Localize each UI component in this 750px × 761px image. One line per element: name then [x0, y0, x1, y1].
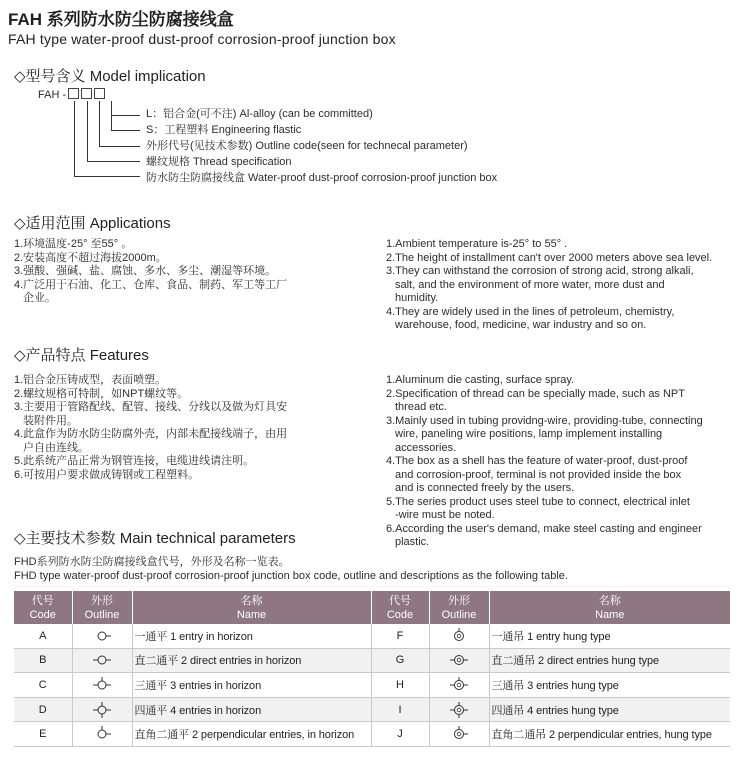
feat-en-6b: plastic.: [395, 536, 430, 548]
outline-cell: [429, 697, 489, 722]
outline-4-entries-hung-icon: [448, 701, 470, 719]
feat-en-3b: wire, paneling wire positions, lamp implement installing: [395, 428, 663, 440]
feat-cn-4: 4.此盒作为防水防尘防腐外壳，内部未配接线端子，由用: [14, 428, 288, 440]
app-cn-1: 1.环境温度-25° 至55° 。: [14, 238, 133, 250]
model-item-s: S：工程塑料 Engineering flastic: [146, 124, 302, 136]
header-outline-1: [72, 591, 132, 624]
table-row: [14, 673, 730, 698]
code-cell: I: [371, 697, 429, 722]
tree-line-5h: [111, 130, 140, 131]
header-outline-cn: 外形: [448, 594, 470, 607]
header-name-cn: 名称: [240, 594, 263, 607]
feat-en-2b: thread etc.: [395, 401, 447, 413]
outline-cell: [429, 648, 489, 673]
page-subtitle: FAH type water-proof dust-proof corrosion-proof junction box: [8, 31, 396, 47]
params-desc-cn: FHD系列防水防尘防腐接线盒代号，外形及名称一览表。: [14, 556, 290, 568]
name-cell: 直角二通吊 2 perpendicular entries, hung type: [489, 722, 730, 747]
outline-cell: [72, 673, 132, 698]
app-en-3c: humidity.: [395, 292, 439, 304]
name-cell: 四通吊 4 entries hung type: [489, 697, 730, 722]
outline-1-entry-hung-icon: [448, 627, 470, 645]
app-cn-3: 3.强酸、强碱、盐、腐蚀、多水、多尘、潮湿等环境。: [14, 265, 277, 277]
outline-cell: [72, 624, 132, 648]
code-cell: G: [371, 648, 429, 673]
header-outline-en: Outline: [441, 608, 477, 621]
applications-en: [386, 238, 741, 333]
feat-en-4b: and corrosion-proof, terminal is not provided inside the box: [395, 468, 682, 481]
box-3: [94, 88, 105, 99]
feat-cn-5: 5.此系统产品正常为钢管连接，电缆进线请注明。: [14, 455, 255, 467]
table-header-row: [14, 591, 730, 624]
box-2: [81, 88, 92, 99]
outline-2-direct-horizon-icon: [91, 651, 113, 669]
header-name-1: [132, 591, 371, 624]
name-cell: 一通吊 1 entry hung type: [489, 624, 730, 648]
app-cn-4: 4.广泛用于石油、化工、仓库、食品、制药、军工等工厂: [14, 278, 288, 291]
parameters-table: [14, 591, 730, 747]
model-item-box: 防水防尘防腐接线盒 Water-proof dust-proof corrosion-proof junction box: [146, 172, 498, 184]
code-cell: B: [14, 648, 72, 673]
model-prefix-text: FAH -: [38, 89, 67, 101]
header-outline-2: [429, 591, 489, 624]
page-title: FAH 系列防水防尘防腐接线盒: [8, 10, 234, 29]
app-cn-4b: 企业。: [23, 292, 56, 304]
feat-en-1: 1.Aluminum die casting, surface spray.: [386, 374, 575, 386]
outline-cell: [429, 673, 489, 698]
tree-line-2h: [87, 161, 140, 162]
code-cell: F: [371, 624, 429, 648]
applications-heading: ◇适用范围 Applications: [14, 215, 171, 232]
header-code-cn: 代号: [389, 594, 411, 607]
outline-2-perpendicular-horizon-icon: [91, 725, 113, 743]
feat-cn-6: 6.可按用户要求做成铸钢或工程塑料。: [14, 468, 200, 481]
name-cell: 一通平 1 entry in horizon: [132, 624, 371, 648]
features-heading: ◇产品特点 Features: [14, 347, 149, 364]
tree-line-3: [99, 101, 100, 147]
model-item-l: L：铝合金(可不注) Al-alloy (can be committed): [146, 108, 373, 120]
feat-en-4c: and is connected freely by the users.: [395, 482, 575, 494]
header-code-en: Code: [386, 608, 414, 621]
name-cell: 直二通吊 2 direct entries hung type: [489, 648, 730, 673]
outline-3-entries-horizon-icon: [91, 676, 113, 694]
tree-line-2: [87, 101, 88, 162]
outline-cell: [72, 722, 132, 747]
feat-en-4: 4.The box as a shell has the feature of water-proof, dust-proof: [386, 455, 688, 467]
outline-cell: [72, 648, 132, 673]
header-outline-cn: 外形: [91, 594, 113, 607]
header-code-en: Code: [29, 608, 56, 621]
code-cell: A: [14, 624, 72, 648]
table-row: [14, 697, 730, 722]
feat-cn-3b: 装附件用。: [23, 414, 78, 427]
tree-line-3h: [99, 146, 140, 147]
name-cell: 三通吊 3 entries hung type: [489, 673, 730, 698]
feat-en-5b: -wire must be noted.: [395, 509, 495, 521]
feat-en-3c: accessories.: [395, 441, 457, 454]
table-row: [14, 722, 730, 747]
features-en: [386, 374, 741, 550]
tree-line-4h: [111, 115, 140, 116]
outline-2-perpendicular-hung-icon: [448, 725, 470, 743]
outline-1-entry-horizon-icon: [91, 627, 113, 645]
params-heading: ◇主要技术参数 Main technical parameters: [14, 530, 296, 547]
header-name-cn: 名称: [598, 594, 621, 607]
app-en-3: 3.They can withstand the corrosion of strong acid, strong alkali,: [386, 265, 694, 277]
header-name-en: Name: [595, 608, 625, 621]
app-en-4: 4.They are widely used in the lines of petroleum, chemistry,: [386, 305, 675, 318]
features-cn: [14, 374, 354, 482]
app-en-4b: warehouse, food, medicine, war industry and so on.: [395, 319, 647, 331]
app-cn-2: 2.安装高度不超过海拔2000m。: [14, 251, 167, 264]
tree-line-1: [74, 101, 75, 177]
code-cell: E: [14, 722, 72, 747]
tree-line-4: [111, 101, 112, 131]
header-code-2: [371, 591, 429, 624]
header-name-2: [489, 591, 730, 624]
name-cell: 直角二通平 2 perpendicular entries, in horizon: [132, 722, 371, 747]
name-cell: 三通平 3 entries in horizon: [132, 673, 371, 698]
feat-en-3: 3.Mainly used in tubing providng-wire, providing-tube, connecting: [386, 414, 703, 427]
outline-2-direct-hung-icon: [448, 651, 470, 669]
feat-en-6: 6.According the user's demand, make steel casting and engineer: [386, 522, 702, 535]
app-en-1: 1.Ambient temperature is-25° to 55° .: [386, 238, 568, 250]
header-outline-en: Outline: [84, 608, 120, 621]
outline-4-entries-horizon-icon: [91, 701, 113, 719]
app-en-3b: salt, and the environment of more water, more dust and: [395, 278, 665, 291]
code-cell: C: [14, 673, 72, 698]
applications-cn: [14, 238, 354, 306]
feat-cn-2: 2.螺纹规格可特制，如NPT螺纹等。: [14, 387, 189, 400]
outline-cell: [429, 624, 489, 648]
tree-line-1h: [74, 176, 140, 177]
model-code-prefix: [38, 88, 105, 102]
table-row: [14, 648, 730, 673]
name-cell: 直二通平 2 direct entries in horizon: [132, 648, 371, 673]
params-desc-en: FHD type water-proof dust-proof corrosion-proof junction box code, outline and descriptions as the following table.: [14, 570, 568, 582]
feat-en-2: 2.Specification of thread can be specially made, such as NPT: [386, 387, 685, 400]
code-cell: J: [371, 722, 429, 747]
header-name-en: Name: [236, 608, 267, 621]
model-item-outline: 外形代号(见技术参数) Outline code(seen for technecal parameter): [146, 140, 468, 152]
model-item-thread: 螺纹规格 Thread specification: [146, 156, 292, 168]
box-1: [68, 88, 79, 99]
model-heading: ◇型号含义 Model implication: [14, 68, 206, 85]
header-code-1: [14, 591, 72, 624]
feat-cn-1: 1.铝合金压铸成型，表面喷塑。: [14, 374, 167, 386]
feat-cn-4b: 户自由连线。: [23, 441, 89, 454]
code-cell: D: [14, 697, 72, 722]
outline-cell: [429, 722, 489, 747]
feat-en-5: 5.The series product uses steel tube to connect, electrical inlet: [386, 495, 690, 508]
app-en-2: 2.The height of installment can't over 2000 meters above sea level.: [386, 251, 713, 264]
name-cell: 四通平 4 entries in horizon: [132, 697, 371, 722]
code-cell: H: [371, 673, 429, 698]
table-row: [14, 624, 730, 648]
outline-cell: [72, 697, 132, 722]
feat-cn-3: 3.主要用于管路配线、配管、接线、分线以及做为灯具安: [14, 401, 288, 413]
outline-3-entries-hung-icon: [448, 676, 470, 694]
header-code-cn: 代号: [31, 594, 54, 607]
